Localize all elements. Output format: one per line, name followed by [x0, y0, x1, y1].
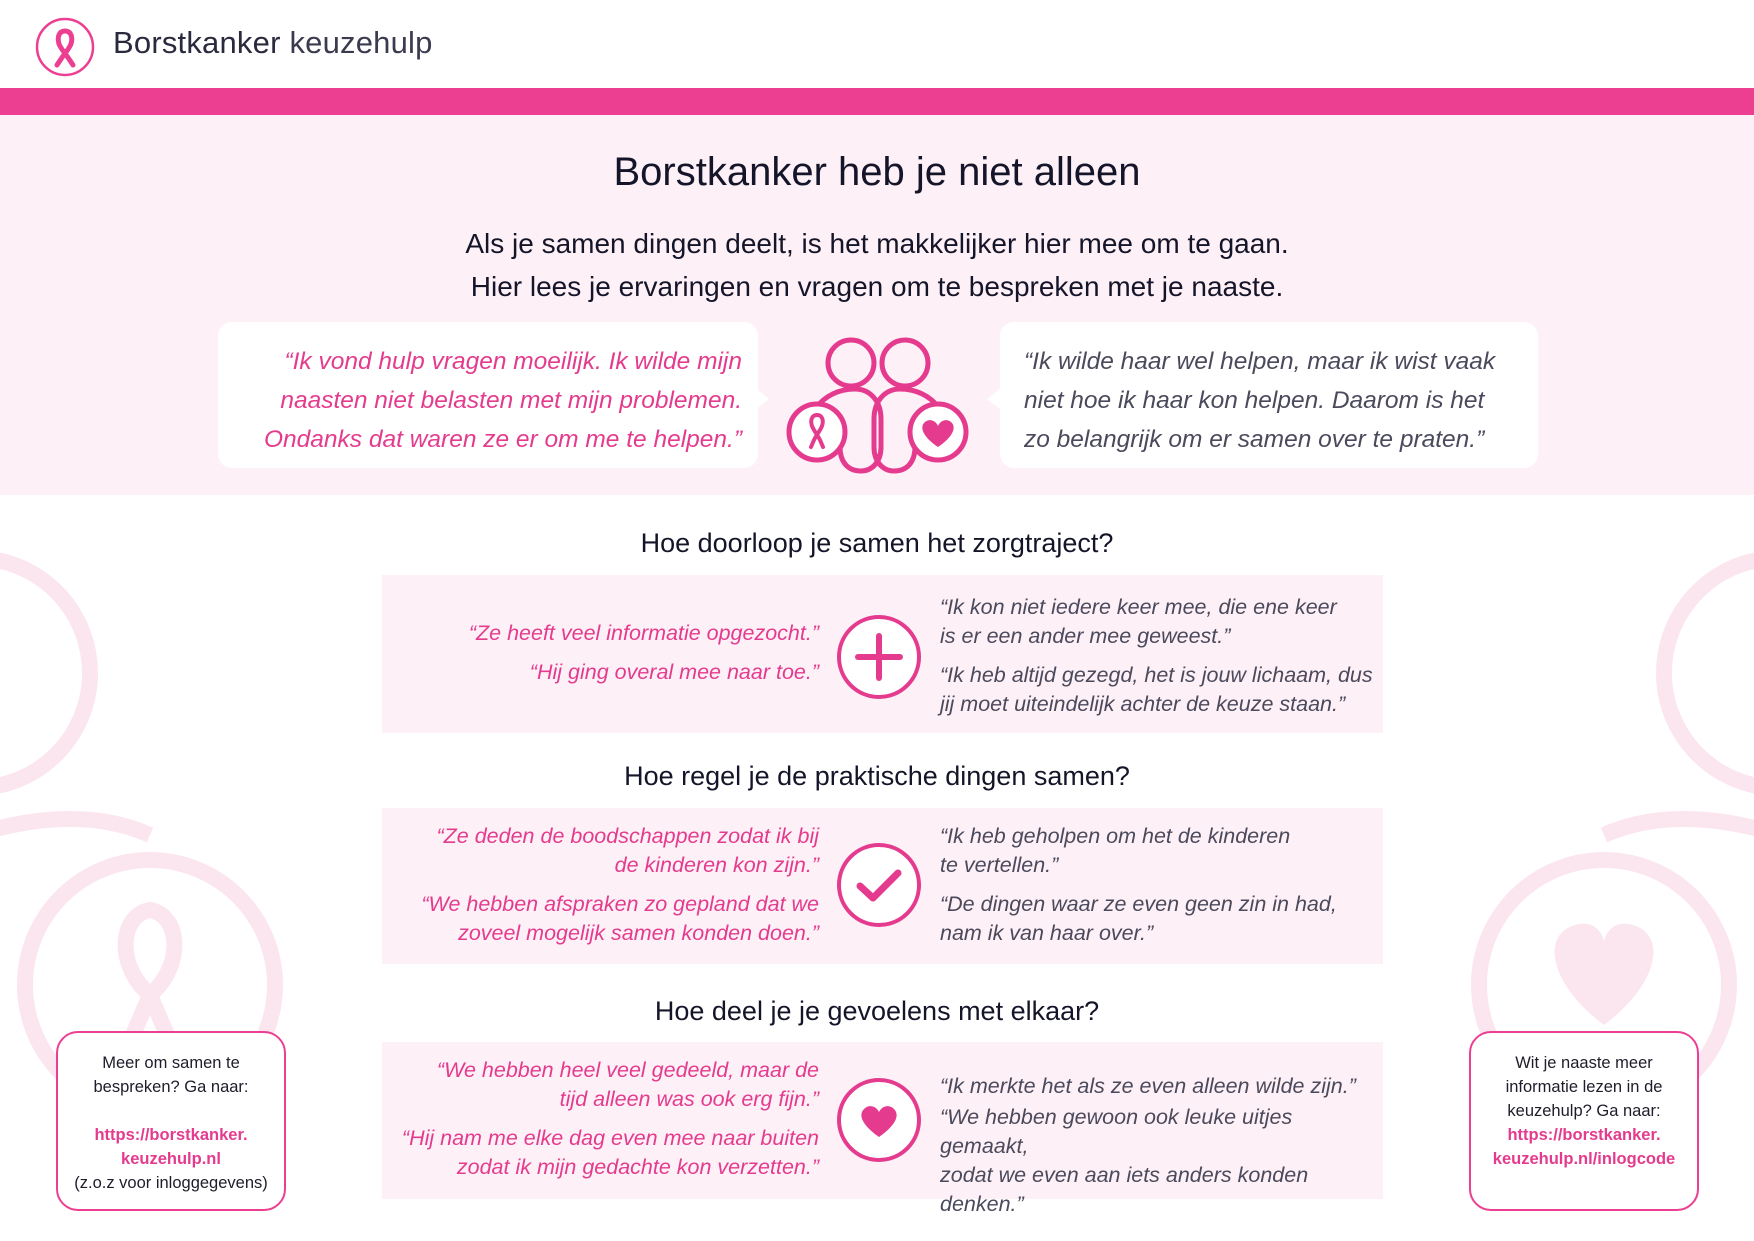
link-box-discuss	[56, 1031, 286, 1211]
quote-text: “Ik merkte het als ze even alleen wilde zijn.”	[940, 1074, 1356, 1098]
accent-bar	[0, 88, 1754, 115]
speech-bubble-patient	[218, 322, 758, 468]
plus-icon	[836, 614, 922, 700]
login-note: (z.o.z voor inloggegevens)	[74, 1174, 268, 1192]
speech-bubble-tail	[987, 388, 1001, 410]
link-box-intro: Wit je naaste meer informatie lezen in de keuzehulp? Ga naar:	[1505, 1054, 1663, 1120]
quote-text: “Ik vond hulp vragen moeilijk. Ik wilde mijn naasten niet belasten met mijn problemen. Ondanks dat waren ze er om me te helpen.”	[263, 348, 742, 453]
keuzehulp-link[interactable]: https://borstkanker. keuzehulp.nl	[94, 1126, 248, 1168]
quote-partner	[1024, 342, 1495, 459]
spacer	[58, 1099, 284, 1123]
pink-ribbon-icon[interactable]	[35, 17, 95, 77]
quotes-patient	[399, 1056, 819, 1192]
subtitle-line: Hier lees je ervaringen en vragen om te bespreken met je naaste.	[470, 271, 1284, 302]
quote-text: “We hebben gewoon ook leuke uitjes gemaakt, zodat we even aan iets anders konden denken.”	[940, 1105, 1309, 1216]
speech-bubble-partner	[1000, 322, 1538, 468]
link-box-intro: Meer om samen te bespreken? Ga naar:	[93, 1054, 249, 1096]
quote-text: “Ik heb altijd gezegd, het is jouw lichaam, dus jij moet uiteindelijk achter de keuze staan.”	[940, 663, 1373, 716]
quote-text: “We hebben afspraken zo gepland dat we zoveel mogelijk samen konden doen.”	[421, 892, 819, 945]
section-title-feelings: Hoe deel je je gevoelens met elkaar?	[654, 996, 1100, 1026]
quotes-partner	[940, 593, 1380, 729]
quote-text: “Ze deden de boodschappen zodat ik bij de kinderen kon zijn.”	[436, 824, 819, 877]
quote-text: “We hebben heel veel gedeeld, maar de tijd alleen was ook erg fijn.”	[436, 1058, 819, 1111]
quotes-patient	[399, 822, 819, 958]
quote-text: “Ik wilde haar wel helpen, maar ik wist vaak niet hoe ik haar kon helpen. Daarom is het zo belangrijk om er samen over te praten.”	[1024, 348, 1496, 453]
quote-panel-care	[382, 575, 1383, 733]
quote-text: “Ze heeft veel informatie opgezocht.”	[468, 621, 819, 645]
page-subtitle	[0, 222, 1754, 308]
page-title: Borstkanker heb je niet alleen	[613, 150, 1141, 194]
quote-panel-feelings	[382, 1042, 1383, 1216]
heart-icon	[836, 1077, 922, 1163]
section-title-practical: Hoe regel je de praktische dingen samen?	[624, 761, 1130, 791]
quotes-partner	[940, 822, 1380, 958]
quote-text: “De dingen waar ze even geen zin in had, nam ik van haar over.”	[940, 892, 1337, 945]
checkmark-icon	[836, 842, 922, 928]
section-title-care: Hoe doorloop je samen het zorgtraject?	[640, 528, 1114, 558]
brand-name-light: keuzehulp	[289, 25, 433, 60]
quotes-patient	[399, 619, 819, 697]
quote-text: “Ik heb geholpen om het de kinderen te vertellen.”	[940, 824, 1291, 877]
brand-name-bold: Borstkanker	[113, 25, 281, 60]
header	[0, 0, 1754, 88]
quote-text: “Ik kon niet iedere keer mee, die ene keer is er een ander mee geweest.”	[940, 595, 1337, 648]
subtitle-line: Als je samen dingen deelt, is het makkelijker hier mee om te gaan.	[465, 228, 1289, 259]
quote-panel-practical	[382, 808, 1383, 964]
quote-patient	[264, 342, 742, 459]
brand-name[interactable]	[113, 25, 433, 61]
inlogcode-link[interactable]: https://borstkanker. keuzehulp.nl/inlogcode	[1492, 1126, 1676, 1168]
speech-bubble-tail	[755, 388, 769, 410]
quotes-partner	[940, 1072, 1380, 1229]
quote-text: “Hij nam me elke dag even mee naar buiten zodat ik mijn gedachte kon verzetten.”	[401, 1126, 819, 1179]
link-box-partner-info	[1469, 1031, 1699, 1211]
quote-text: “Hij ging overal mee naar toe.”	[529, 660, 819, 684]
two-people-ribbon-heart-icon	[785, 337, 970, 477]
